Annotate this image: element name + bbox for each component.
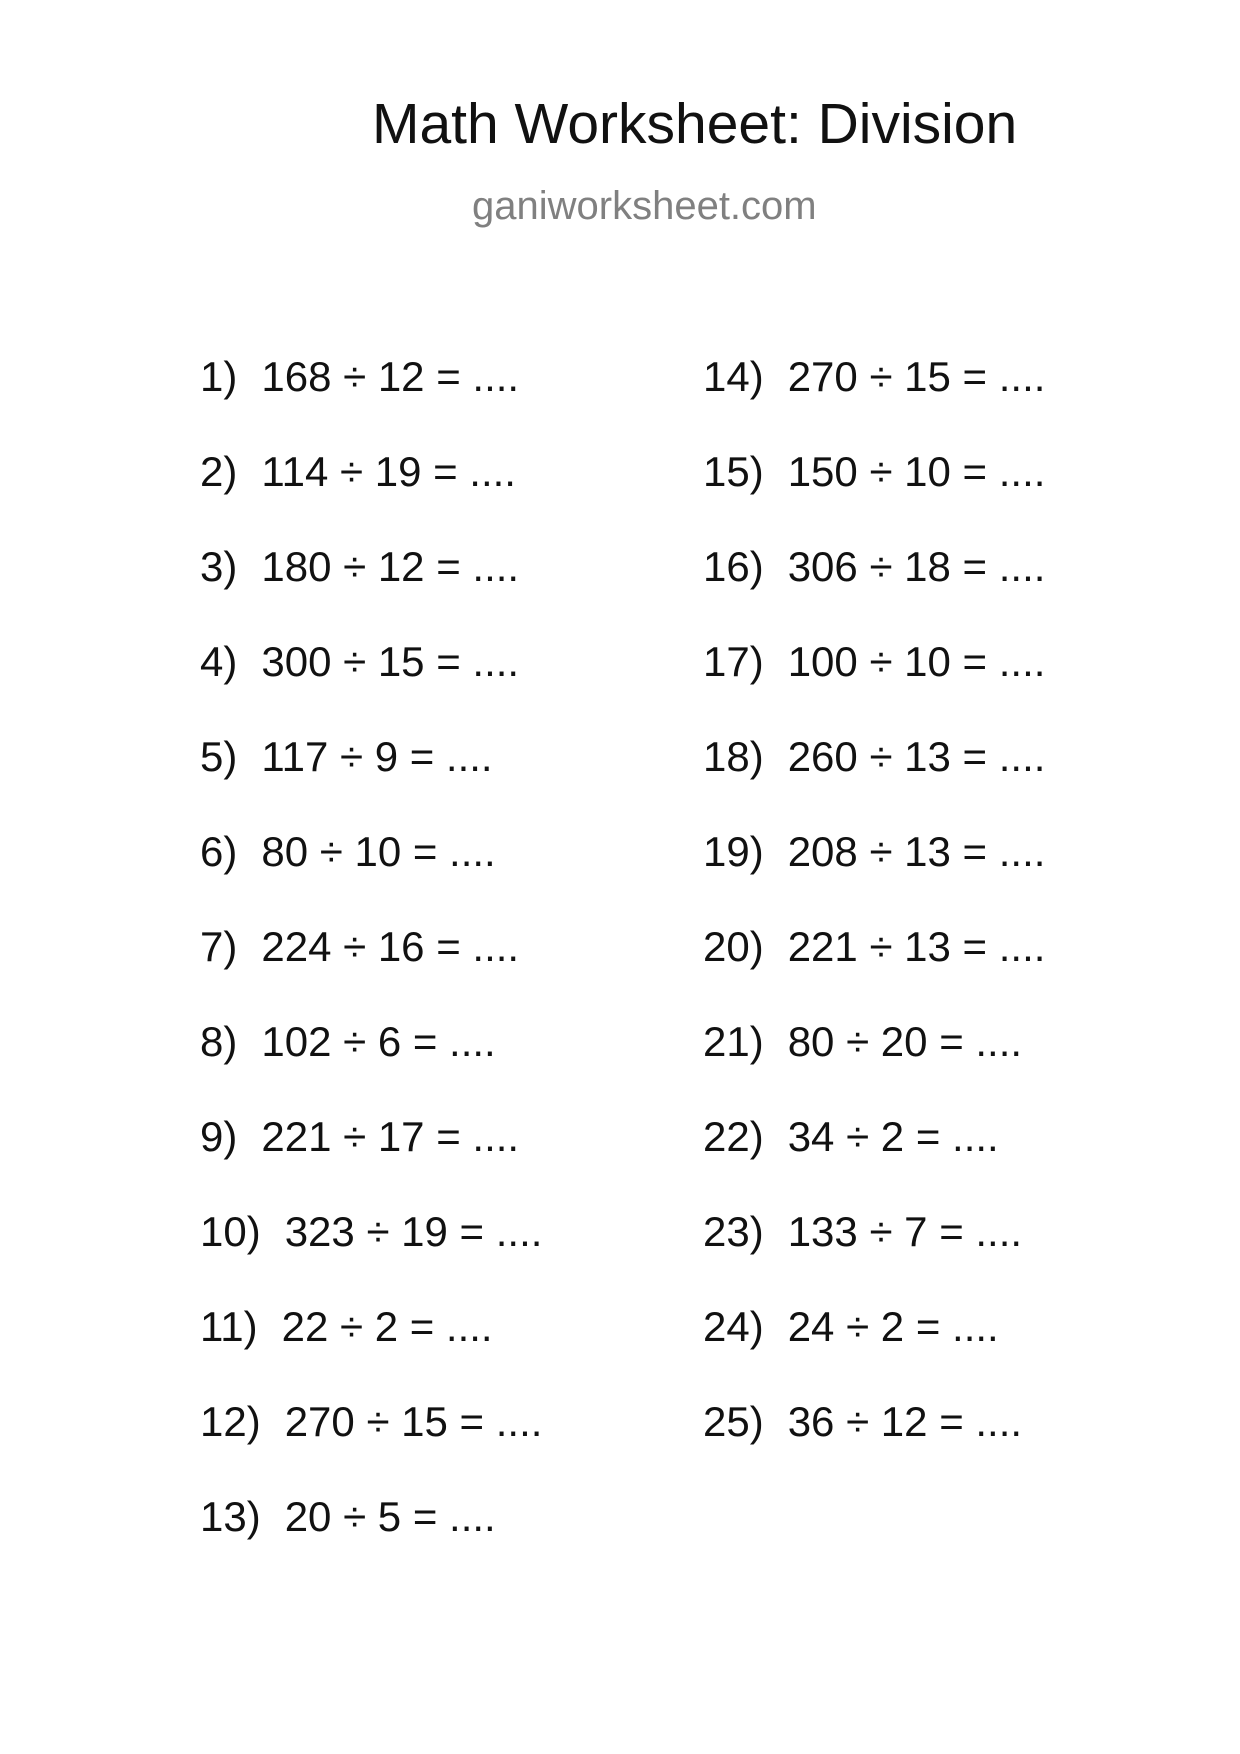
problem-item (703, 923, 1045, 1018)
problem-expression: 221 ÷ 17 = .... (261, 1113, 520, 1160)
problem-item (200, 1303, 542, 1398)
problem-expression: 260 ÷ 13 = .... (787, 733, 1046, 780)
problem-item (703, 1113, 1045, 1208)
problem-number: 23) (703, 1208, 764, 1255)
problem-expression: 36 ÷ 12 = .... (787, 1398, 1023, 1445)
problem-number: 3) (200, 543, 238, 590)
problem-item (703, 543, 1045, 638)
problem-item (703, 1398, 1045, 1493)
problem-expression: 270 ÷ 15 = .... (284, 1398, 543, 1445)
page-title: Math Worksheet: Division (372, 92, 1018, 156)
problem-expression: 168 ÷ 12 = .... (261, 353, 520, 400)
problem-number: 2) (200, 448, 238, 495)
problem-number: 7) (200, 923, 238, 970)
problem-number: 24) (703, 1303, 764, 1350)
problem-number: 21) (703, 1018, 764, 1065)
problem-number: 10) (200, 1208, 261, 1255)
problem-item (703, 353, 1045, 448)
problem-list-left (200, 353, 542, 1588)
problem-expression: 114 ÷ 19 = .... (261, 448, 516, 495)
problem-item (703, 828, 1045, 923)
problem-expression: 80 ÷ 20 = .... (787, 1018, 1023, 1065)
problem-number: 4) (200, 638, 238, 685)
problem-number: 9) (200, 1113, 238, 1160)
problem-number: 16) (703, 543, 764, 590)
problem-item (200, 353, 542, 448)
problem-expression: 22 ÷ 2 = .... (281, 1303, 493, 1350)
problem-number: 13) (200, 1493, 261, 1540)
problem-item (200, 448, 542, 543)
problem-item (200, 638, 542, 733)
problem-number: 14) (703, 353, 764, 400)
problem-expression: 270 ÷ 15 = .... (787, 353, 1046, 400)
problem-item (703, 638, 1045, 733)
problem-item (703, 1208, 1045, 1303)
problem-expression: 34 ÷ 2 = .... (787, 1113, 999, 1160)
problem-number: 19) (703, 828, 764, 875)
problem-expression: 221 ÷ 13 = .... (787, 923, 1046, 970)
problem-number: 5) (200, 733, 238, 780)
problem-number: 11) (200, 1303, 258, 1350)
problem-item (200, 1208, 542, 1303)
problem-item (703, 448, 1045, 543)
problem-expression: 20 ÷ 5 = .... (284, 1493, 496, 1540)
problem-number: 20) (703, 923, 764, 970)
problem-number: 22) (703, 1113, 764, 1160)
problem-expression: 300 ÷ 15 = .... (261, 638, 520, 685)
problem-expression: 100 ÷ 10 = .... (787, 638, 1046, 685)
problem-expression: 133 ÷ 7 = .... (787, 1208, 1023, 1255)
problem-item (200, 733, 542, 828)
problem-item (200, 543, 542, 638)
problem-number: 25) (703, 1398, 764, 1445)
problem-item (200, 1398, 542, 1493)
problem-expression: 224 ÷ 16 = .... (261, 923, 520, 970)
problem-expression: 24 ÷ 2 = .... (787, 1303, 999, 1350)
problem-number: 8) (200, 1018, 238, 1065)
problem-item (703, 1303, 1045, 1398)
problem-item (200, 828, 542, 923)
problem-number: 12) (200, 1398, 261, 1445)
problem-expression: 80 ÷ 10 = .... (261, 828, 496, 875)
site-name: ganiworksheet.com (472, 184, 817, 228)
problem-number: 6) (200, 828, 238, 875)
problem-item (200, 923, 542, 1018)
problem-item (200, 1018, 542, 1113)
problem-number: 1) (200, 353, 238, 400)
problem-item (703, 733, 1045, 828)
problem-expression: 102 ÷ 6 = .... (261, 1018, 496, 1065)
problem-list-right (703, 353, 1045, 1493)
problem-expression: 208 ÷ 13 = .... (787, 828, 1046, 875)
problem-expression: 117 ÷ 9 = .... (261, 733, 493, 780)
problem-expression: 323 ÷ 19 = .... (284, 1208, 543, 1255)
problem-expression: 180 ÷ 12 = .... (261, 543, 520, 590)
problem-number: 15) (703, 448, 764, 495)
problem-number: 17) (703, 638, 764, 685)
problem-item (200, 1493, 542, 1588)
problem-expression: 150 ÷ 10 = .... (787, 448, 1046, 495)
problem-item (703, 1018, 1045, 1113)
problem-expression: 306 ÷ 18 = .... (787, 543, 1046, 590)
problem-number: 18) (703, 733, 764, 780)
problem-item (200, 1113, 542, 1208)
